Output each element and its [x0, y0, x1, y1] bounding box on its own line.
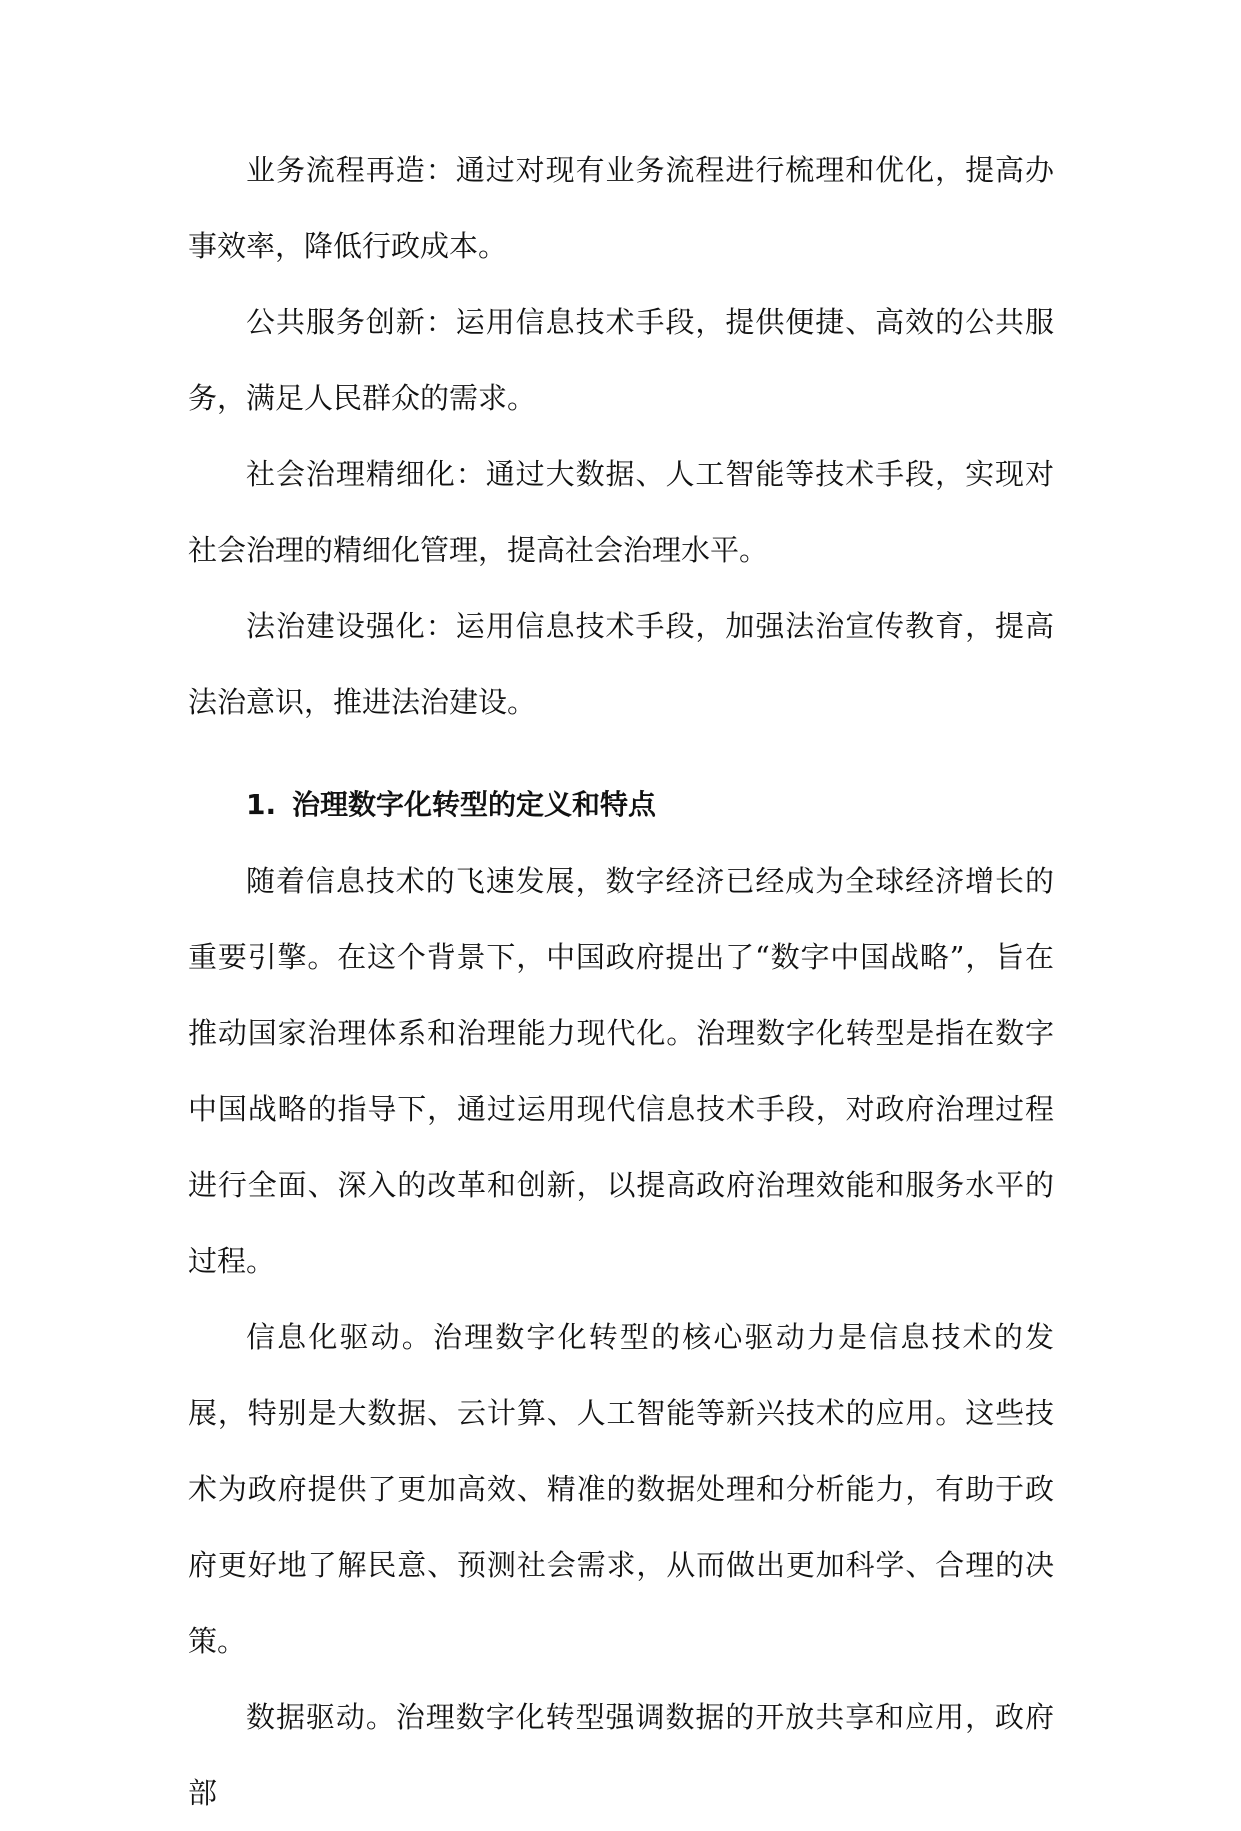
paragraph-social-governance-refinement: 社会治理精细化：通过大数据、人工智能等技术手段，实现对社会治理的精细化管理，提高社会治理水平。 — [188, 457, 1054, 567]
paragraph-rule-of-law: 法治建设强化：运用信息技术手段，加强法治宣传教育，提高法治意识，推进法治建设。 — [188, 609, 1054, 719]
paragraph-data-driven: 数据驱动。治理数字化转型强调数据的开放共享和应用，政府部 — [188, 1700, 1054, 1810]
paragraph-process-reengineering: 业务流程再造：通过对现有业务流程进行梳理和优化，提高办事效率，降低行政成本。 — [188, 153, 1054, 263]
section-title: 治理数字化转型的定义和特点 — [292, 788, 657, 821]
paragraph-information-driven: 信息化驱动。治理数字化转型的核心驱动力是信息技术的发展，特别是大数据、云计算、人工智能等新兴技术的应用。这些技术为政府提供了更加高效、精准的数据处理和分析能力，有助于政府更好地了解民意、预测社会需求，从而做出更加科学、合理的决策。 — [188, 1320, 1054, 1658]
document-body — [188, 132, 1054, 1831]
section-heading — [188, 767, 1054, 843]
paragraph-definition: 随着信息技术的飞速发展，数字经济已经成为全球经济增长的重要引擎。在这个背景下，中国政府提出了“数字中国战略”，旨在推动国家治理体系和治理能力现代化。治理数字化转型是指在数字中国战略的指导下，通过运用现代信息技术手段，对政府治理过程进行全面、深入的改革和创新，以提高政府治理效能和服务水平的过程。 — [188, 864, 1054, 1278]
section-number: 1. — [246, 788, 277, 821]
paragraph-public-service-innovation: 公共服务创新：运用信息技术手段，提供便捷、高效的公共服务，满足人民群众的需求。 — [188, 305, 1054, 415]
